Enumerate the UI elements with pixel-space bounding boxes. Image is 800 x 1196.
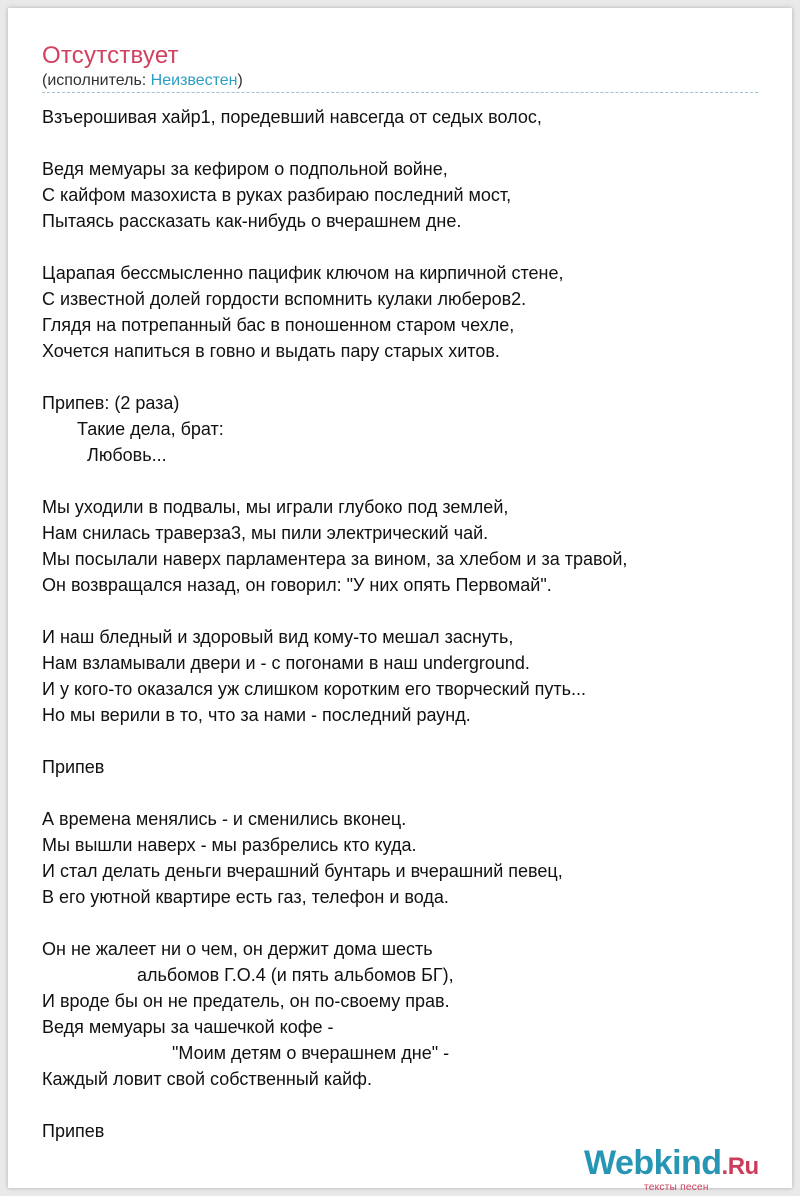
lyrics-line: Но мы верили в то, что за нами - последний раунд. (42, 705, 471, 725)
lyrics-line: Взъерошивая хайр1, поредевший навсегда от седых волос, (42, 107, 542, 127)
lyrics-line: И стал делать деньги вчерашний бунтарь и вчерашний певец, (42, 861, 563, 881)
lyrics-line: Ведя мемуары за чашечкой кофе - (42, 1017, 334, 1037)
lyrics-line: Он возвращался назад, он говорил: "У них опять Первомай". (42, 575, 552, 595)
lyrics-line: Он не жалеет ни о чем, он держит дома шесть (42, 939, 433, 959)
lyrics-blank-line (42, 364, 762, 390)
lyrics-line: Царапая бессмысленно пацифик ключом на кирпичной стене, (42, 263, 564, 283)
lyrics-line: Такие дела, брат: (42, 419, 224, 439)
lyrics-line: альбомов Г.О.4 (и пять альбомов БГ), (42, 965, 454, 985)
lyrics-blank-line (42, 728, 762, 754)
artist-suffix: ) (237, 72, 243, 89)
song-title: Отсутствует (42, 42, 179, 69)
artist-prefix: (исполнитель: (42, 72, 151, 89)
lyrics-line: С кайфом мазохиста в руках разбираю последний мост, (42, 185, 512, 205)
lyrics-line: Мы посылали наверх парламентера за вином, за хлебом и за травой, (42, 549, 628, 569)
lyrics-line: С известной долей гордости вспомнить кулаки люберов2. (42, 289, 527, 309)
lyrics-line: "Моим детям о вчерашнем дне" - (42, 1043, 450, 1063)
lyrics-line: Хочется напиться в говно и выдать пару старых хитов. (42, 341, 500, 361)
lyrics-blank-line (42, 598, 762, 624)
lyrics-line: Припев: (2 раза) (42, 393, 180, 413)
lyrics-line: Глядя на потрепанный бас в поношенном старом чехле, (42, 315, 515, 335)
lyrics-line: И у кого-то оказался уж слишком коротким его творческий путь... (42, 679, 586, 699)
lyrics-blank-line (42, 130, 762, 156)
lyrics-blank-line (42, 234, 762, 260)
lyrics-line: Нам взламывали двери и - с погонами в наш underground. (42, 653, 530, 673)
artist-line (42, 72, 243, 90)
artist-link[interactable]: Неизвестен (150, 72, 238, 89)
lyrics-line: Ведя мемуары за кефиром о подпольной войне, (42, 159, 448, 179)
logo-tagline: тексты песен (644, 1182, 709, 1193)
lyrics-line: И вроде бы он не предатель, он по-своему прав. (42, 991, 450, 1011)
webkind-logo[interactable] (584, 1144, 759, 1183)
lyrics-line: Припев (42, 757, 105, 777)
lyrics-blank-line (42, 468, 762, 494)
lyrics-text (42, 104, 762, 1144)
lyrics-line: А времена менялись - и сменились вконец. (42, 809, 407, 829)
lyrics-line: В его уютной квартире есть газ, телефон и вода. (42, 887, 449, 907)
lyrics-card (8, 8, 792, 1193)
lyrics-line: Любовь... (42, 445, 167, 465)
lyrics-line: Пытаясь рассказать как-нибудь о вчерашнем дне. (42, 211, 462, 231)
dashed-divider (42, 92, 758, 93)
lyrics-line: Каждый ловит свой собственный кайф. (42, 1069, 372, 1089)
lyrics-blank-line (42, 910, 762, 936)
lyrics-line: Припев (42, 1121, 105, 1141)
logo-name: Webkind (584, 1144, 722, 1182)
lyrics-blank-line (42, 780, 762, 806)
lyrics-line: Мы вышли наверх - мы разбрелись кто куда. (42, 835, 417, 855)
lyrics-line: Нам снилась траверза3, мы пили электрический чай. (42, 523, 489, 543)
lyrics-line: Мы уходили в подвалы, мы играли глубоко под землей, (42, 497, 509, 517)
lyrics-line: И наш бледный и здоровый вид кому-то мешал заснуть, (42, 627, 514, 647)
lyrics-blank-line (42, 1092, 762, 1118)
logo-tld: .Ru (721, 1153, 759, 1180)
